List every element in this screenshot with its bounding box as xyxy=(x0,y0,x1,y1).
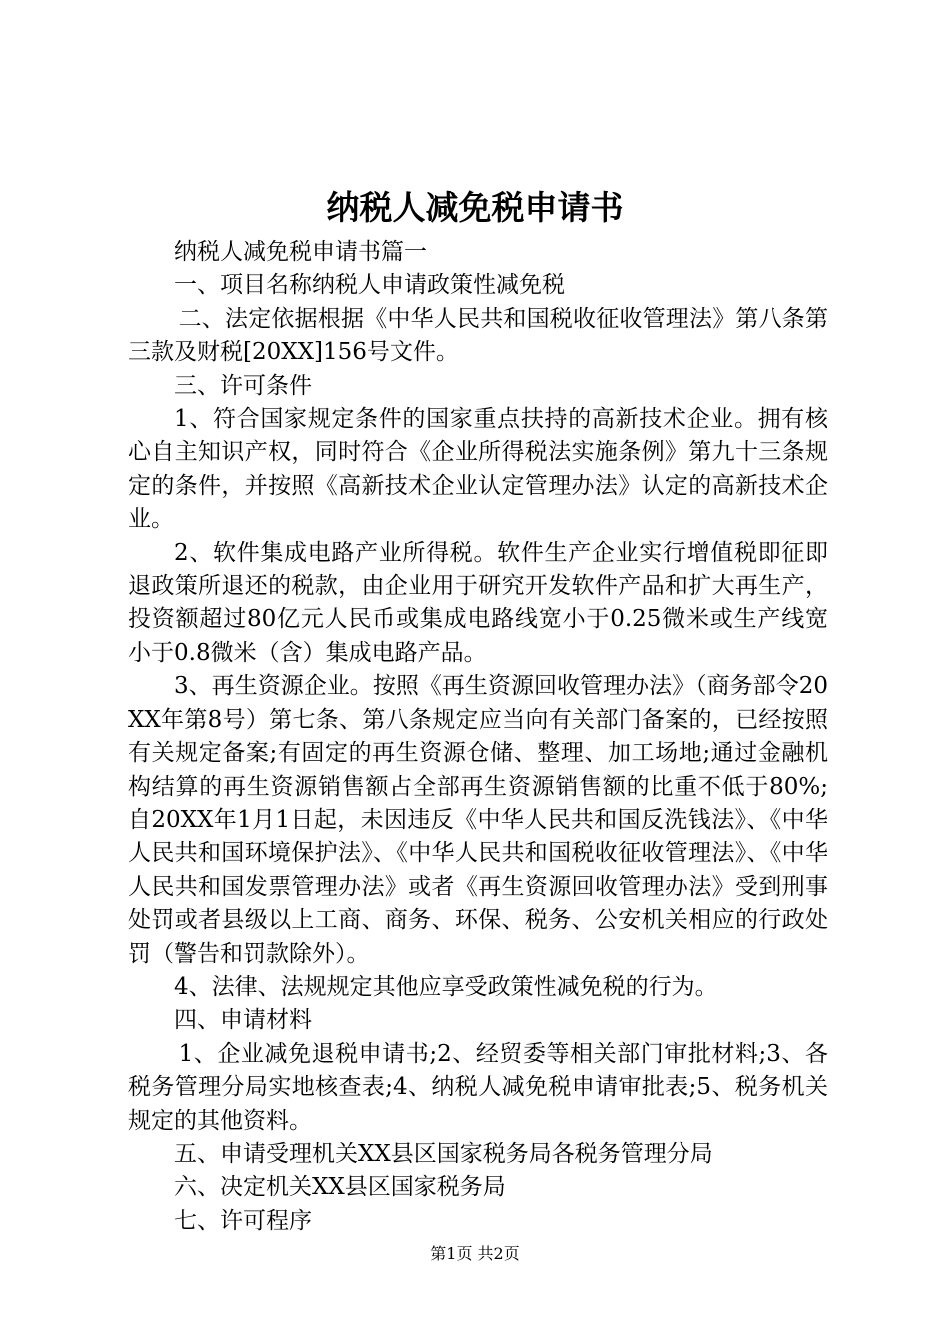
paragraph-condition-1: 1、符合国家规定条件的国家重点扶持的高新技术企业。拥有核心自主知识产权，同时符合《企业所得税法实施条例》第九十三条规定的条件，并按照《高新技术企业认定管理办法》认定的高新技术企业。 xyxy=(128,406,828,533)
paragraph-condition-4: 4、法律、法规规定其他应享受政策性减免税的行为。 xyxy=(174,973,718,1000)
paragraph-legal-basis: 二、法定依据根据《中华人民共和国税收征收管理法》第八条第三款及财税[20XX]156号文件。 xyxy=(128,305,828,366)
page-number-footer: 第1页 共2页 xyxy=(430,1244,520,1263)
paragraph-procedure-heading: 七、许可程序 xyxy=(174,1207,312,1234)
page-title: 纳税人减免税申请书 xyxy=(326,188,624,227)
paragraph-subtitle: 纳税人减免税申请书篇一 xyxy=(174,239,427,265)
paragraph-condition-3: 3、再生资源企业。按照《再生资源回收管理办法》（商务部令20XX年第8号）第七条、第八条规定应当向有关部门备案的，已经按照有关规定备案;有固定的再生资源仓储、整理、加工场地;通过金融机构结算的再生资源销售额占全部再生资源销售额的比重不低于80%;自20XX年1月1日起，未因违反《中华人民共和国反洗钱法》、《中华人民共和国环境保护法》、《中华人民共和国税收征收管理法》、《中华人民共和国发票管理办法》或者《再生资源回收管理办法》受到刑事处罚或者县级以上工商、商务、环保、税务、公安机关相应的行政处罚（警告和罚款除外）。 xyxy=(128,673,828,967)
document-body xyxy=(128,236,828,1238)
paragraph-materials-list: 1、企业减免退税申请书;2、经贸委等相关部门审批材料;3、各税务管理分局实地核查表;4、纳税人减免税申请审批表;5、税务机关规定的其他资料。 xyxy=(128,1040,828,1134)
paragraph-condition-2: 2、软件集成电路产业所得税。软件生产企业实行增值税即征即退政策所退还的税款，由企业用于研究开发软件产品和扩大再生产，投资额超过80亿元人民币或集成电路线宽小于0.25微米或生产线宽小于0.8微米（含）集成电路产品。 xyxy=(128,539,828,666)
paragraph-item-name: 一、项目名称纳税人申请政策性减免税 xyxy=(174,272,565,299)
paragraph-materials-heading: 四、申请材料 xyxy=(174,1007,312,1034)
paragraph-accepting-authority: 五、申请受理机关XX县区国家税务局各税务管理分局 xyxy=(174,1140,713,1167)
paragraph-deciding-authority: 六、决定机关XX县区国家税务局 xyxy=(174,1174,506,1201)
paragraph-permit-conditions-heading: 三、许可条件 xyxy=(174,372,312,399)
